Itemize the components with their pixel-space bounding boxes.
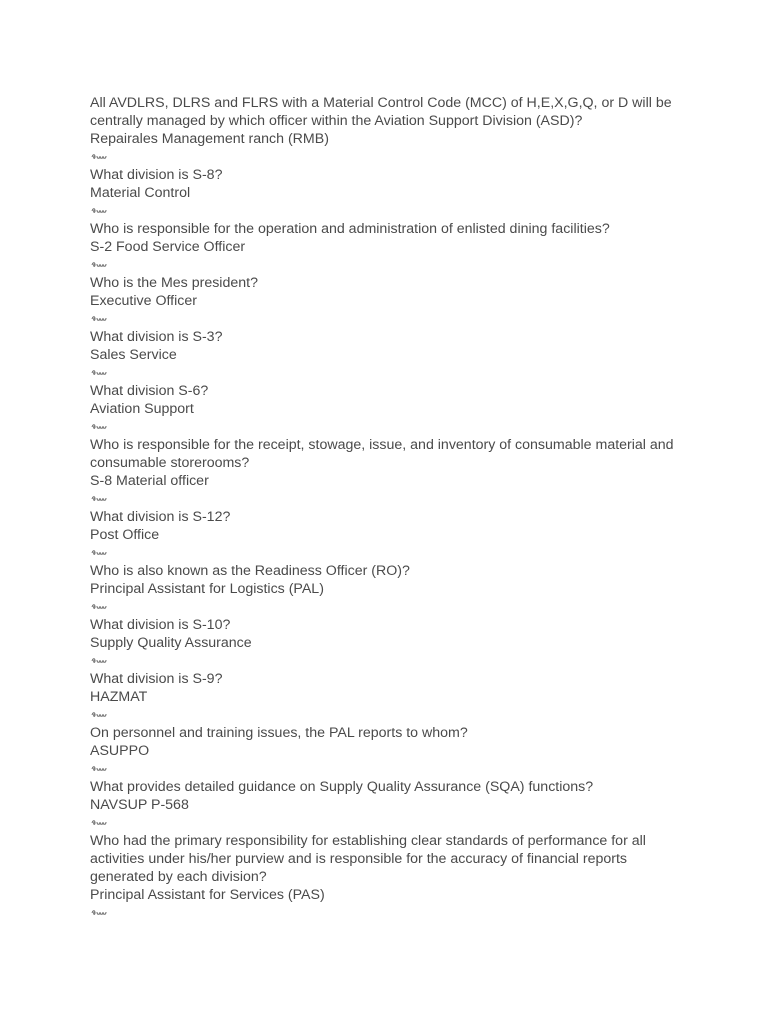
answer-text: NAVSUP P-568	[90, 797, 189, 813]
qa-item	[90, 508, 690, 562]
squiggle-separator-icon	[90, 202, 690, 220]
question-text: All AVDLRS, DLRS and FLRS with a Material Control Code (MCC) of H,E,X,G,Q, or D will be centrally managed by which officer within the Aviation Support Division (ASD)?	[90, 95, 672, 129]
squiggle-separator-icon	[90, 814, 690, 832]
question-text: Who is responsible for the receipt, stowage, issue, and inventory of consumable material and consumable storerooms?	[90, 437, 674, 471]
question-text: Who is also known as the Readiness Officer (RO)?	[90, 563, 410, 579]
squiggle-separator-icon	[90, 418, 690, 436]
squiggle-separator-icon	[90, 310, 690, 328]
qa-item	[90, 274, 690, 328]
qa-item	[90, 382, 690, 436]
question-text: What division is S-9?	[90, 671, 223, 687]
squiggle-separator-icon	[90, 256, 690, 274]
question-text: On personnel and training issues, the PAL reports to whom?	[90, 725, 468, 741]
question-text: Who is the Mes president?	[90, 275, 258, 291]
question-text: Who had the primary responsibility for establishing clear standards of performance for all activities under his/her purview and is responsible for the accuracy of financial reports generated by each division?	[90, 833, 646, 885]
question-text: What division is S-10?	[90, 617, 231, 633]
qa-item	[90, 328, 690, 382]
answer-text: Executive Officer	[90, 293, 197, 309]
qa-item	[90, 562, 690, 616]
squiggle-separator-icon	[90, 364, 690, 382]
qa-item	[90, 724, 690, 778]
qa-item	[90, 94, 690, 166]
flashcard-list	[90, 94, 690, 922]
question-text: What division is S-12?	[90, 509, 231, 525]
question-text: What division is S-3?	[90, 329, 223, 345]
squiggle-separator-icon	[90, 760, 690, 778]
question-text: What division S-6?	[90, 383, 209, 399]
squiggle-separator-icon	[90, 904, 690, 922]
squiggle-separator-icon	[90, 490, 690, 508]
answer-text: Repairales Management ranch (RMB)	[90, 131, 329, 147]
answer-text: Principal Assistant for Services (PAS)	[90, 887, 325, 903]
question-text: What division is S-8?	[90, 167, 223, 183]
answer-text: ASUPPO	[90, 743, 150, 759]
question-text: What provides detailed guidance on Supply Quality Assurance (SQA) functions?	[90, 779, 594, 795]
qa-item	[90, 670, 690, 724]
qa-item	[90, 832, 690, 922]
answer-text: Aviation Support	[90, 401, 194, 417]
answer-text: Principal Assistant for Logistics (PAL)	[90, 581, 324, 597]
qa-item	[90, 220, 690, 274]
answer-text: Post Office	[90, 527, 160, 543]
answer-text: Sales Service	[90, 347, 177, 363]
qa-item	[90, 778, 690, 832]
squiggle-separator-icon	[90, 706, 690, 724]
squiggle-separator-icon	[90, 148, 690, 166]
question-text: Who is responsible for the operation and administration of enlisted dining facilities?	[90, 221, 610, 237]
answer-text: S-2 Food Service Officer	[90, 239, 246, 255]
answer-text: HAZMAT	[90, 689, 148, 705]
qa-item	[90, 436, 690, 508]
squiggle-separator-icon	[90, 598, 690, 616]
squiggle-separator-icon	[90, 544, 690, 562]
answer-text: Material Control	[90, 185, 191, 201]
qa-item	[90, 166, 690, 220]
answer-text: S-8 Material officer	[90, 473, 209, 489]
qa-item	[90, 616, 690, 670]
squiggle-separator-icon	[90, 652, 690, 670]
answer-text: Supply Quality Assurance	[90, 635, 252, 651]
